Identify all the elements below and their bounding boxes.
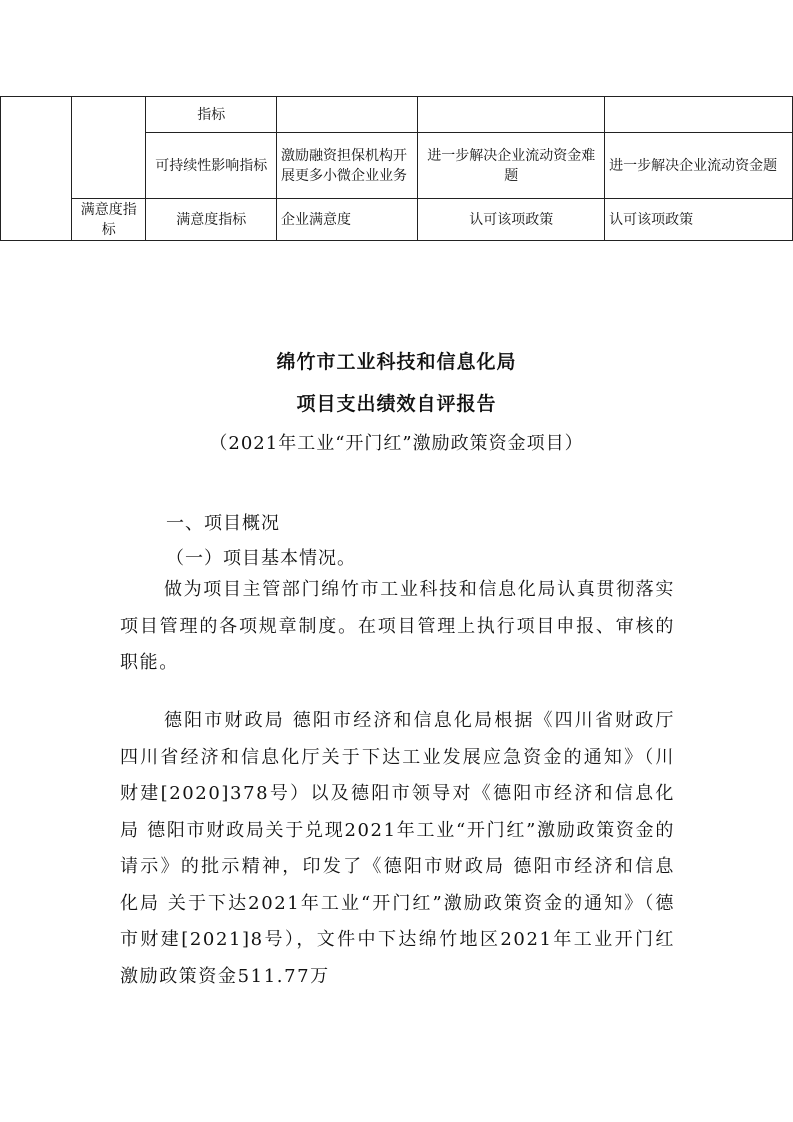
table-cell-indicator-content: 企业满意度 (277, 199, 418, 241)
table-cell-indicator-content (277, 97, 418, 133)
body-paragraph: 做为项目主管部门绵竹市工业科技和信息化局认真贯彻落实项目管理的各项规章制度。在项目管理上执行项目申报、审核的职能。 (120, 579, 675, 673)
table-cell-actual: 认可该项政策 (605, 199, 793, 241)
subsection-heading: （一）项目基本情况。 (166, 548, 356, 569)
report-title-org: 绵竹市工业科技和信息化局 (276, 351, 517, 373)
table-cell-indicator-name: 满意度指标 (146, 199, 277, 241)
table-cell-indicator-name: 可持续性影响指标 (146, 133, 277, 199)
table-cell-target: 进一步解决企业流动资金难题 (418, 133, 605, 199)
table-cell-indicator-name: 指标 (146, 97, 277, 133)
table-row (1, 97, 793, 133)
section-heading: 一、项目概况 (166, 513, 280, 534)
report-title-main: 项目支出绩效自评报告 (296, 393, 497, 415)
table-cell-level2 (72, 97, 146, 199)
table-cell-target: 认可该项政策 (418, 199, 605, 241)
table-cell-target (418, 97, 605, 133)
table-cell-actual (605, 97, 793, 133)
table-cell-actual: 进一步解决企业流动资金题 (605, 133, 793, 199)
table-cell-level2: 满意度指标 (72, 199, 146, 241)
table-cell-level1 (1, 97, 72, 241)
indicator-table (0, 96, 793, 241)
table-cell-indicator-content: 激励融资担保机构开展更多小微企业业务 (277, 133, 418, 199)
report-subtitle: （2021年工业“开门红”激励政策资金项目） (209, 433, 584, 454)
body-paragraph: 德阳市财政局 德阳市经济和信息化局根据《四川省财政厅 四川省经济和信息化厅关于下达工业发展应急资金的通知》（川财建[2020]378号）以及德阳市领导对《德阳市经济和信息化局 德阳市财政局关于兑现2021年工业“开门红”激励政策资金的请示》的批示精神，印发了《德阳市财政局 德阳市经济和信息化局 关于下达2021年工业“开门红”激励政策资金的通知》（德市财建[2021]8号），文件中下达绵竹地区2021年工业开门红激励政策资金511.77万 (120, 710, 675, 987)
table-row (1, 199, 793, 241)
